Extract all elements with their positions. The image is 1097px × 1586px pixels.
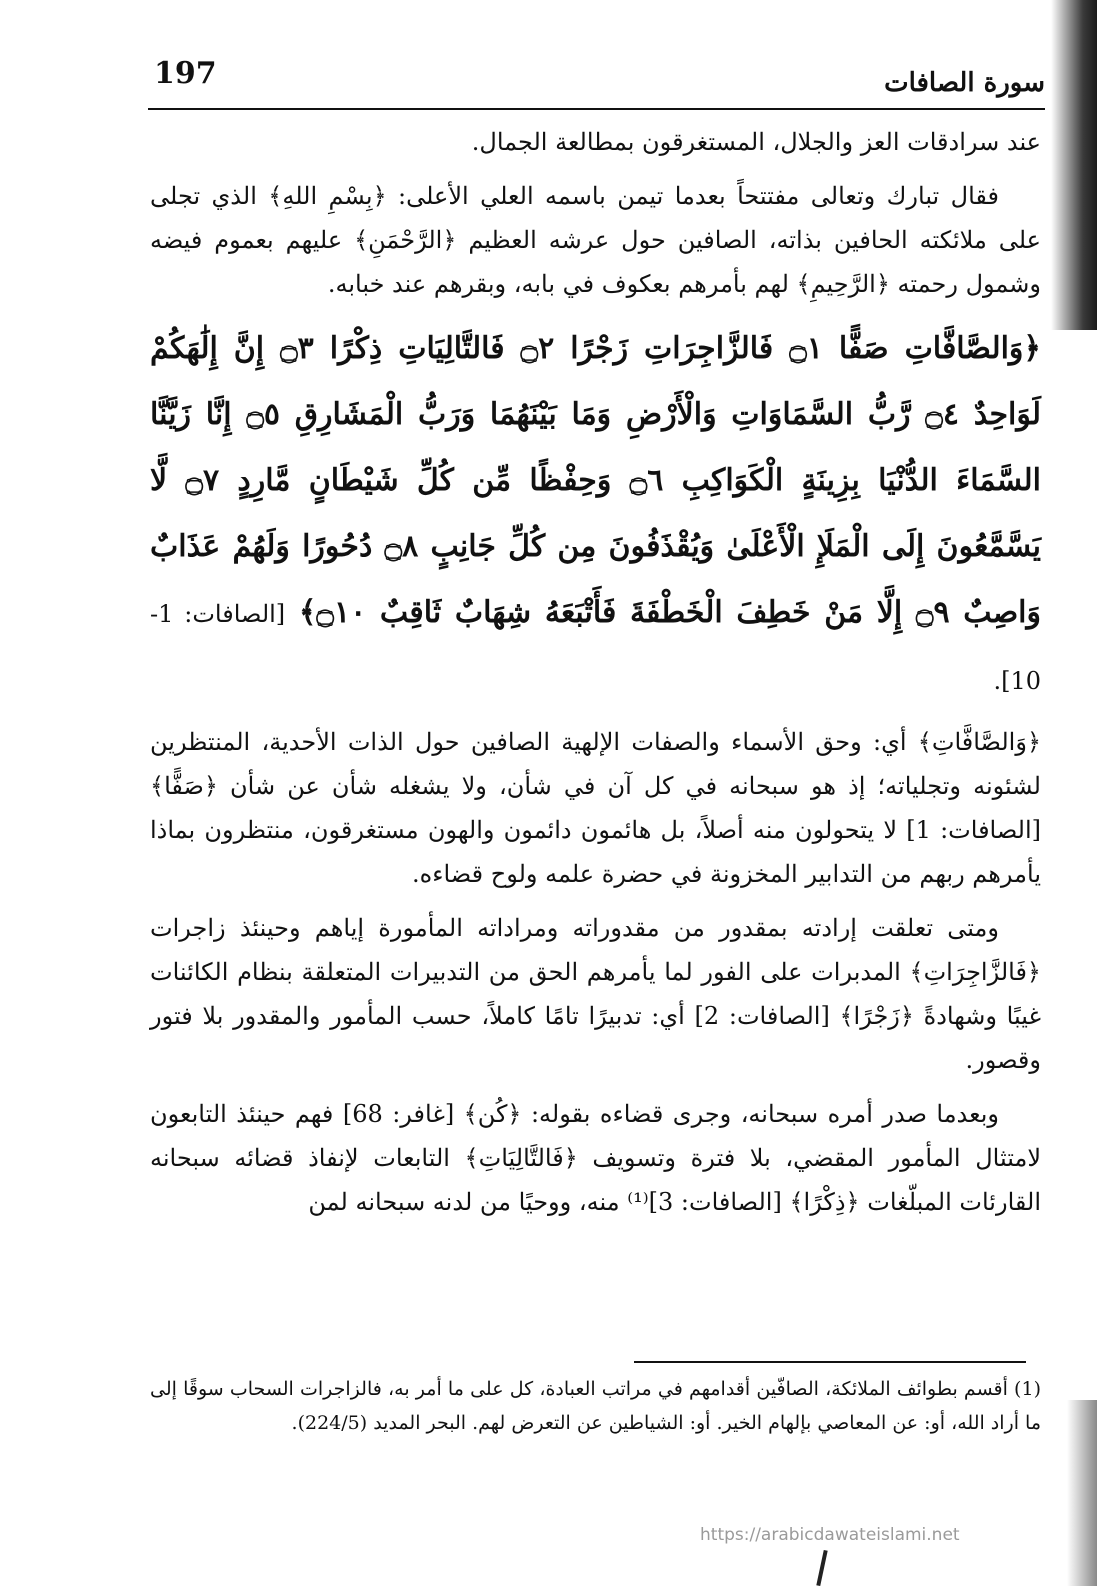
binding-shadow-bottom xyxy=(1067,1400,1097,1586)
page-header xyxy=(148,48,1045,106)
header-rule xyxy=(148,108,1045,110)
quran-verses xyxy=(150,316,1041,714)
pen-mark xyxy=(816,1550,827,1586)
paragraph: ﴿وَالصَّافَّاتِ﴾ أي: وحق الأسماء والصفات الإلهية الصافين حول الذات الأحدية، المنتظرين لشئونه وتجلياته؛ إذ هو سبحانه في كل آن في شأن، ولا يشغله شأن عن شأن ﴿صَفًّا﴾ [الصافات: 1] لا يتحولون منه أصلاً، بل هائمون دائمون والهون مستغرقون، منتظرون بماذا يأمرهم ربهم من التدابير المخزونة في حضرة علمه ولوح قضاءه. xyxy=(150,728,1042,888)
main-text xyxy=(150,120,1041,1234)
binding-shadow xyxy=(1051,0,1097,330)
paragraph: فقال تبارك وتعالى مفتتحاً بعدما تيمن باسمه العلي الأعلى: ﴿بِسْمِ اللهِ﴾ الذي تجلى على ملائكته الحافين بذاته، الصافين حول عرشه العظيم ﴿الرَّحْمَنِ﴾ عليهم بعموم فيضه وشمول رحمته ﴿الرَّحِيمِ﴾ لهم بأمرهم بعكوف في بابه، وبقرهم عند خبابه. xyxy=(150,182,1041,298)
paragraph: وبعدما صدر أمره سبحانه، وجرى قضاءه بقوله: ﴿كُن﴾ [غافر: 68] فهم حينئذ التابعون لامتثال المأمور المقضي، بلا فترة وتسويف ﴿فَالتَّالِيَاتِ﴾ التابعات لإنفاذ قضائه سبحانه القارئات المبلّغات ﴿ذِكْرًا﴾ [الصافات: 3]⁽¹⁾ منه، ووحيًا من لدنه سبحانه لمن xyxy=(150,1100,1042,1216)
watermark: https://arabicdawateislami.net xyxy=(700,1525,960,1545)
paragraph: عند سرادقات العز والجلال، المستغرقون بمطالعة الجمال. xyxy=(471,128,1041,156)
running-title: سورة الصافات xyxy=(884,68,1045,98)
page-number: 197 xyxy=(154,56,217,91)
footnotes xyxy=(150,1372,1041,1440)
footnote-rule xyxy=(634,1361,1026,1363)
verses-text: ﴿وَالصَّافَّاتِ صَفًّا ۝١ فَالزَّاجِرَاتِ زَجْرًا ۝٢ فَالتَّالِيَاتِ ذِكْرًا ۝٣ إِنَّ إِلَٰهَكُمْ لَوَاحِدٌ ۝٤ رَّبُّ السَّمَاوَاتِ وَالْأَرْضِ وَمَا بَيْنَهُمَا وَرَبُّ الْمَشَارِقِ ۝٥ إِنَّا زَيَّنَّا السَّمَاءَ الدُّنْيَا بِزِينَةٍ الْكَوَاكِبِ ۝٦ وَحِفْظًا مِّن كُلِّ شَيْطَانٍ مَّارِدٍ ۝٧ لَّا يَسَّمَّعُونَ إِلَى الْمَلَإِ الْأَعْلَىٰ وَيُقْذَفُونَ مِن كُلِّ جَانِبٍ ۝٨ دُحُورًا وَلَهُمْ عَذَابٌ وَاصِبٌ ۝٩ إِلَّا مَنْ خَطِفَ الْخَطْفَةَ فَأَتْبَعَهُ شِهَابٌ ثَاقِبٌ ۝١٠﴾ xyxy=(150,331,1041,630)
paragraph: ومتى تعلقت إرادته بمقدور من مقدوراته ومراداته المأمورة إياهم وحينئذ زاجرات ﴿فَالزَّاجِرَاتِ﴾ المدبرات على الفور لما يأمرهم الحق من التدبيرات المتعلقة بنظام الكائنات غيبًا وشهادةً ﴿زَجْرًا﴾ [الصافات: 2] أي: تدبيرًا تامًا كاملاً، حسب المأمور والمقدور بلا فتور وقصور. xyxy=(150,914,1042,1074)
verses-reference: [الصافات: 1-10]. xyxy=(150,600,1041,695)
footnote: (1) أقسم بطوائف الملائكة، الصافّين أقدامهم في مراتب العبادة، كل على ما أمر به، فالزاجرات السحاب سوقًا إلى ما أراد الله، أو: عن المعاصي بإلهام الخير. أو: الشياطين عن التعرض لهم. البحر المديد (224/5). xyxy=(150,1378,1041,1434)
